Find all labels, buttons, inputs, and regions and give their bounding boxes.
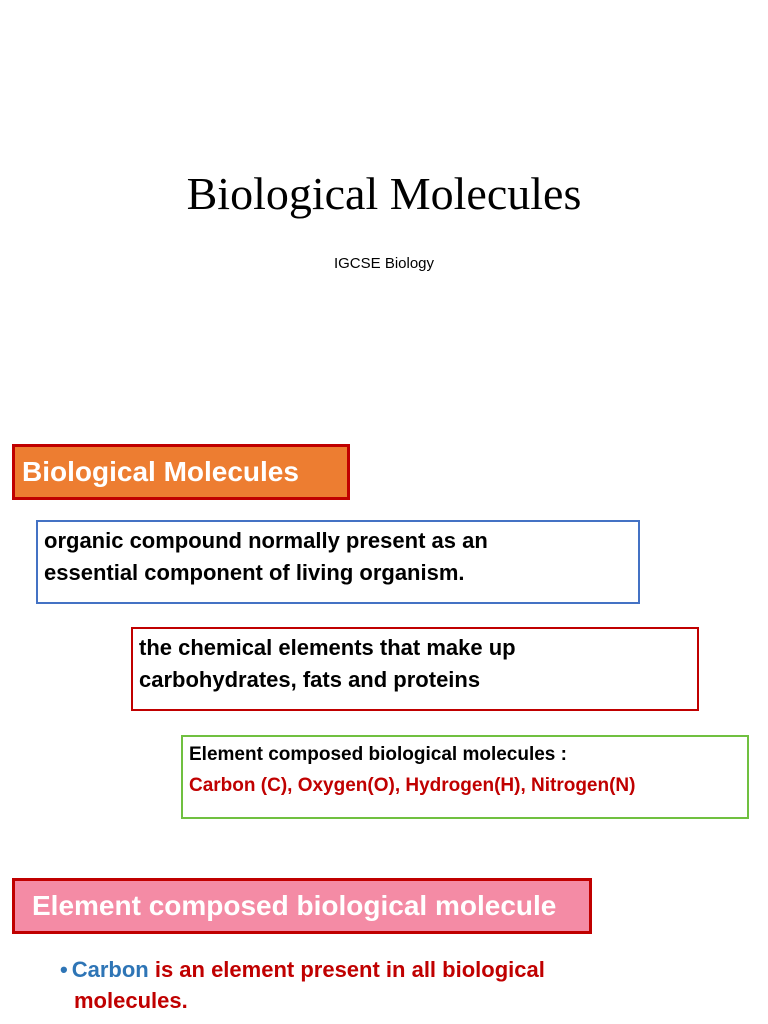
bullet-text: is an element present in all biological xyxy=(154,957,545,982)
section-header-2 xyxy=(12,878,592,934)
definition-line-1: organic compound normally present as an xyxy=(44,528,488,553)
section-header-2-text: Element composed biological molecule xyxy=(32,890,557,921)
elements-list: Carbon (C), Oxygen(O), Hydrogen(H), Nitrogen(N) xyxy=(189,775,636,796)
bullet-text-continued: molecules. xyxy=(74,988,188,1013)
chemical-elements-box xyxy=(131,627,699,711)
definition-box xyxy=(36,520,640,604)
slide-title: Biological Molecules xyxy=(186,168,582,219)
bullet-dot-icon: • xyxy=(60,957,68,982)
chemical-line-1: the chemical elements that make up xyxy=(139,635,516,660)
slide-subtitle: IGCSE Biology xyxy=(333,255,435,272)
element-composed-slide xyxy=(0,876,768,1024)
chemical-line-2: carbohydrates, fats and proteins xyxy=(139,667,481,692)
elements-label: Element composed biological molecules : xyxy=(189,744,567,765)
definition-line-2: essential component of living organism. xyxy=(44,560,465,585)
title-slide xyxy=(0,0,768,400)
section-header-text: Biological Molecules xyxy=(22,456,299,487)
elements-box xyxy=(181,735,749,819)
bullet-item xyxy=(60,954,700,1016)
bullet-term: Carbon xyxy=(71,957,149,982)
section-header xyxy=(12,444,350,500)
